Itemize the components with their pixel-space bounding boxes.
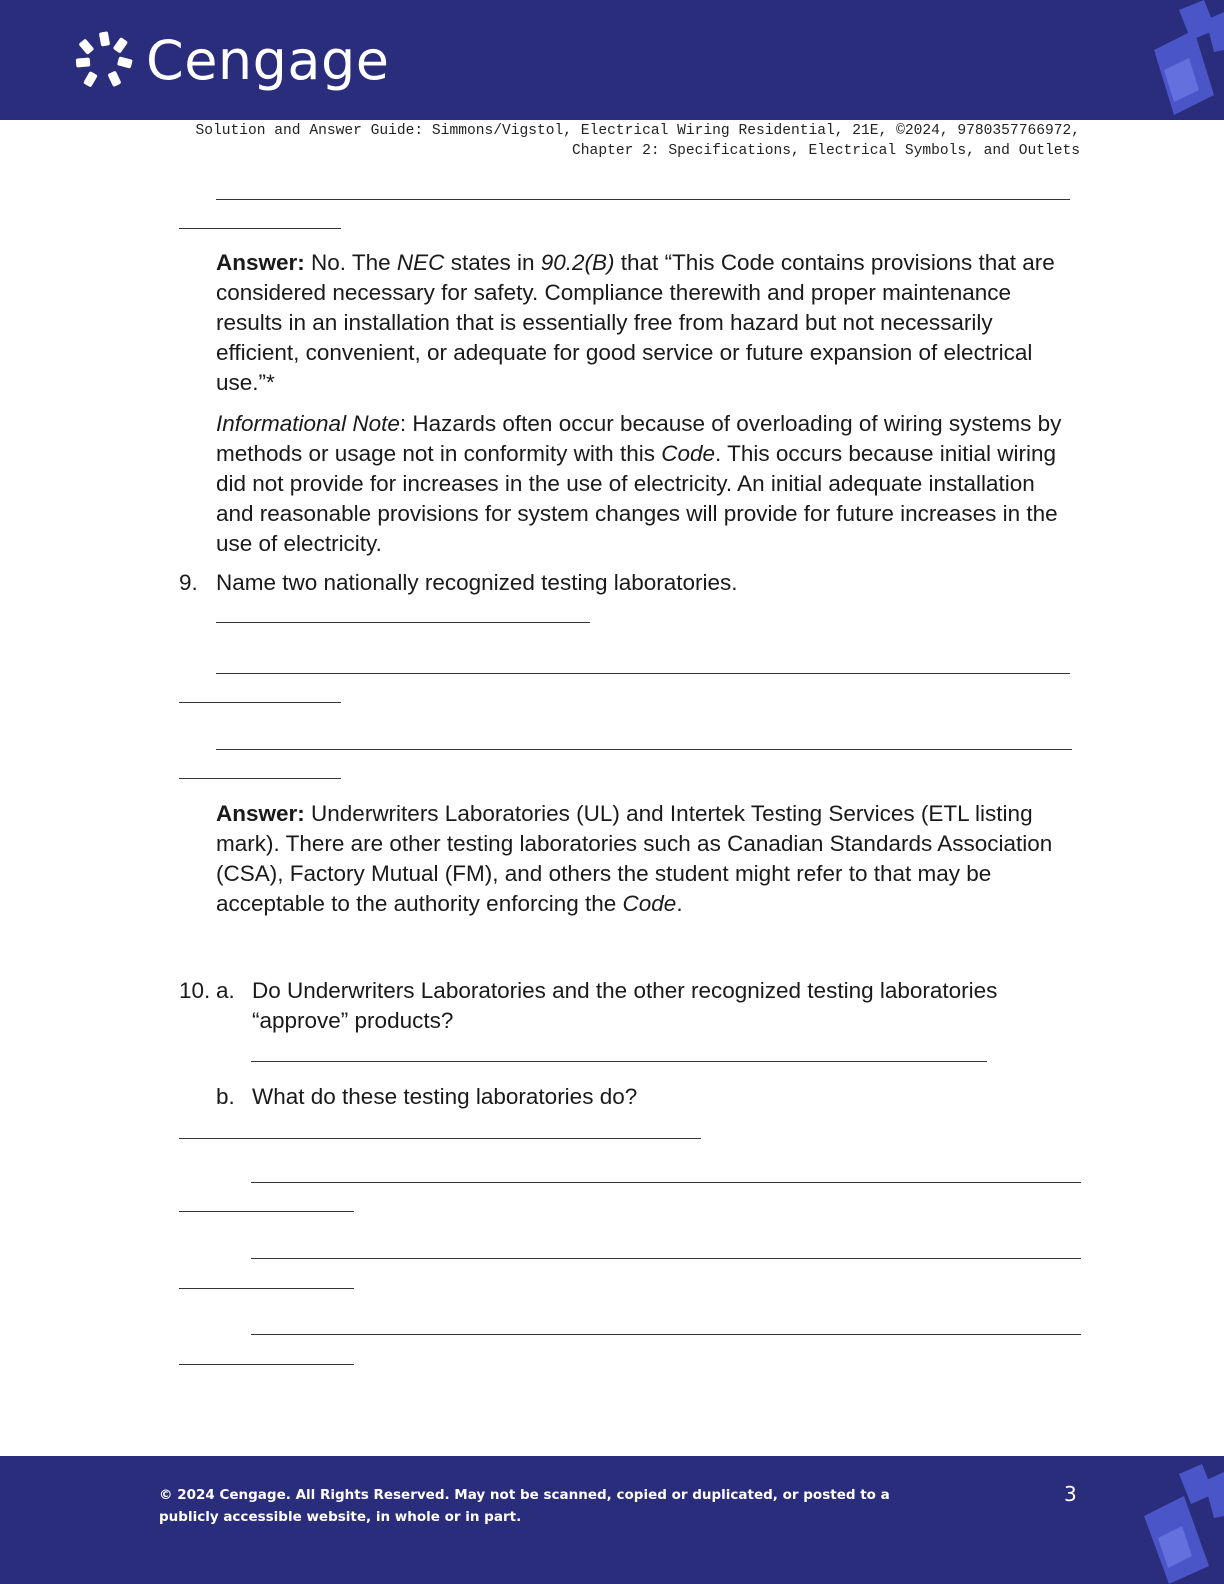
question-10-number: 10. xyxy=(179,978,211,1003)
answer-blank-line xyxy=(179,1364,354,1365)
answer-blank-line xyxy=(179,1138,701,1139)
answer-blank-line xyxy=(179,1288,354,1289)
informational-note: Informational Note: Hazards often occur because of overloading of wiring systems by methods or usage not in conformity with this Code. This occurs because initial wiring did not provide for increases in the use of electricity. An initial adequate installation and reasonable provisions for system changes will provide for future increases in the use of electricity. xyxy=(216,411,1062,556)
answer-blank-line xyxy=(179,228,341,229)
running-header-line1: Solution and Answer Guide: Simmons/Vigstol, Electrical Wiring Residential, 21E, ©2024, 9780357766972, xyxy=(195,123,1080,139)
cengage-logo xyxy=(74,30,390,90)
question-10b-letter: b. xyxy=(216,1084,235,1109)
answer-blank-line xyxy=(251,1061,987,1062)
footer-corner-decoration-icon xyxy=(1134,1456,1224,1584)
answer-label: Answer xyxy=(216,250,298,275)
section-reference: 90.2(B) xyxy=(540,250,615,275)
footer-banner xyxy=(0,1456,1224,1584)
answer-blank-line xyxy=(251,1258,1081,1259)
answer-blank-line xyxy=(216,622,590,623)
note-label: Informational Note xyxy=(216,411,400,436)
running-header xyxy=(100,121,1080,161)
page-number: 3 xyxy=(1064,1482,1077,1506)
question-9-number: 9. xyxy=(179,570,198,595)
answer-blank-line xyxy=(216,673,1070,674)
running-header-line2: Chapter 2: Specifications, Electrical Symbols, and Outlets xyxy=(572,143,1080,159)
answer-blank-line xyxy=(216,199,1070,200)
answer-blank-line xyxy=(251,1182,1081,1183)
header-banner xyxy=(0,0,1224,120)
corner-decoration-icon xyxy=(1134,0,1224,120)
question-10a-letter: a. xyxy=(216,978,235,1003)
answer-blank-line xyxy=(179,702,341,703)
question-9-text: Name two nationally recognized testing laboratories. xyxy=(216,570,738,595)
brand-name: Cengage xyxy=(146,28,390,92)
answer-blank-line xyxy=(179,778,341,779)
answer-blank-line xyxy=(216,749,1072,750)
answer-blank-line xyxy=(251,1334,1081,1335)
answer-9: Answer: Underwriters Laboratories (UL) and Intertek Testing Services (ETL listing mark). There are other testing laboratories such as Canadian Standards Association (CSA), Factory Mutual (FM), and others the student might refer to that may be acceptable to the authority enforcing the Code. xyxy=(216,801,1053,916)
copyright-notice: © 2024 Cengage. All Rights Reserved. May not be scanned, copied or duplicated, or posted to a publicly accessible website, in whole or in part. xyxy=(159,1487,890,1525)
nec-reference: NEC xyxy=(396,250,445,275)
question-10a-text: Do Underwriters Laboratories and the other recognized testing laboratories “approve” products? xyxy=(252,978,998,1033)
cengage-logo-icon xyxy=(74,30,136,90)
answer-blank-line xyxy=(179,1211,354,1212)
question-10b-text: What do these testing laboratories do? xyxy=(252,1084,638,1109)
answer-label: Answer xyxy=(216,801,298,826)
answer-8: Answer: No. The NEC states in 90.2(B) that “This Code contains provisions that are considered necessary for safety. Compliance therewith and proper maintenance results in an installation that is essentially free from hazard but not necessarily efficient, convenient, or adequate for good service or future expansion of electrical use.”* xyxy=(216,250,1055,395)
